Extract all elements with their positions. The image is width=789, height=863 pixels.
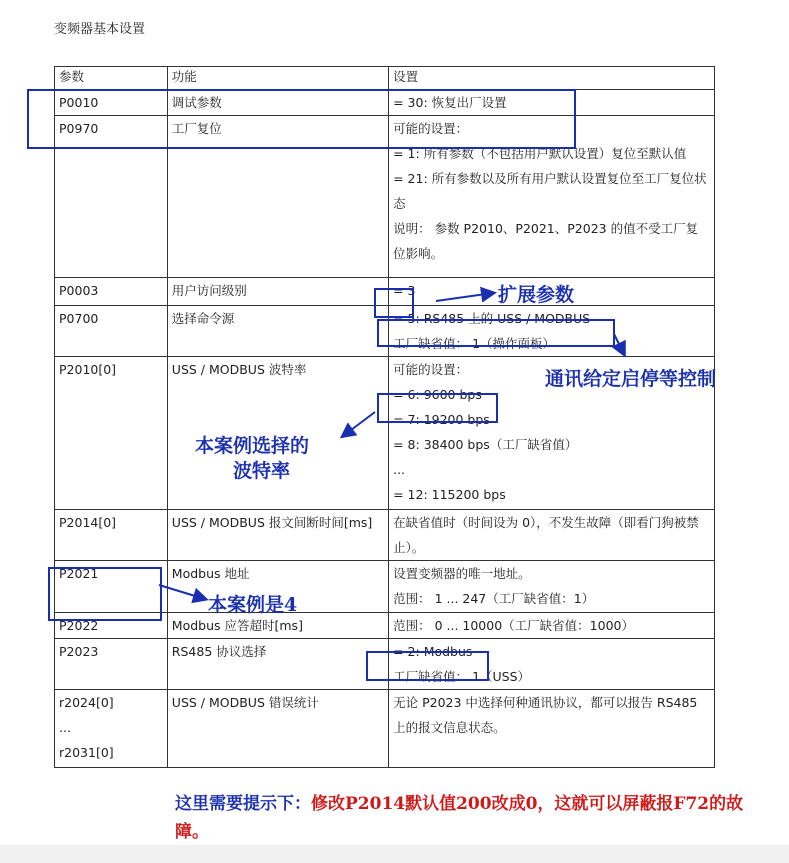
highlight-box-p0700 [377,319,615,347]
highlight-box-p0003 [374,288,414,318]
cell-line: 说明： 参数 P2010、P2021、P2023 的值不受工厂复位影响。 [393,221,699,261]
footer-note-blue: 这里需要提示下： [175,794,311,814]
cell-line: r2024[0] [59,695,114,710]
cell-line: P2023 [59,644,99,659]
footer-note [175,790,775,846]
annotation-address: 本案例是4 [208,594,298,616]
table-cell-setting [389,510,715,561]
cell-line: ... [393,462,406,477]
cell-line: P2022 [59,618,99,633]
cell-line: = 2: Modbus [393,644,473,659]
cell-line: RS485 协议选择 [171,644,267,659]
cell-line: r2031[0] [59,745,114,760]
cell-line: = 1: 所有参数（不包括用户默认设置）复位至默认值 [393,146,687,161]
annotation-baud-line1: 本案例选择的 [195,435,310,457]
cell-line: 无论 P2023 中选择何种通讯协议，都可以报告 RS485 上的报文信息状态。 [393,695,698,735]
cell-line: USS / MODBUS 错误统计 [171,695,319,710]
annotation-extended-params: 扩展参数 [498,284,575,306]
cell-line: 设置变频器的唯一地址。 [393,566,531,581]
table-cell-function [167,690,388,768]
cell-line: Modbus 应答超时[ms] [171,618,303,633]
header-param: 参数 [55,67,168,90]
cell-line: 调试参数 [171,95,222,110]
cell-line: 用户访问级别 [171,283,247,298]
cell-line: Modbus 地址 [171,566,250,581]
table-cell-function [167,510,388,561]
table-cell-param [55,510,168,561]
cell-line: 范围： 1 ... 247（工厂缺省值：1） [393,591,595,606]
table-cell-setting [389,613,715,639]
annotation-comm-control: 通讯给定启停等控制 [545,368,717,390]
table-cell-param [55,306,168,357]
cell-line: = 8: 38400 bps（工厂缺省值） [393,437,578,452]
cell-line: = 3 [393,283,416,298]
cell-line: 选择命令源 [171,311,235,326]
table-row [55,690,715,768]
page-title: 变频器基本设置 [54,22,146,37]
cell-line: 范围： 0 ... 10000（工厂缺省值：1000） [393,618,634,633]
table-cell-param [55,278,168,306]
table-cell-function [167,306,388,357]
footer-note-red: 修改P2014默认值200改成0，这就可以屏蔽报F72的故障。 [175,794,744,842]
cell-line: P2021 [59,566,99,581]
cell-line: P0003 [59,283,99,298]
cell-line: 工厂复位 [171,121,222,136]
header-function: 功能 [167,67,388,90]
table-cell-param [55,639,168,690]
table-row [55,510,715,561]
header-setting: 设置 [389,67,715,90]
cell-line: 可能的设置： [393,121,469,136]
cell-line: P2014[0] [59,515,117,530]
table-header-row [55,67,715,90]
cell-line: = 5: RS485 上的 USS / MODBUS [393,311,591,326]
cell-line: ... [59,720,71,735]
table-cell-function [167,639,388,690]
cell-line: P0700 [59,311,99,326]
cell-line: 可能的设置： [393,362,469,377]
cell-line: USS / MODBUS 波特率 [171,362,307,377]
highlight-box-p2021 [48,567,162,621]
cell-line: 在缺省值时（时间设为 0），不发生故障（即看门狗被禁止）。 [393,515,699,555]
cell-line: = 7: 19200 bps [393,412,490,427]
cell-line: = 6: 9600 bps [393,387,482,402]
highlight-box-reset-params [27,89,576,149]
cell-line: = 30: 恢复出厂设置 [393,95,507,110]
cell-line: = 21: 所有参数以及所有用户默认设置复位至工厂复位状态 [393,171,707,211]
table-cell-setting [389,690,715,768]
table-cell-setting [389,561,715,613]
highlight-box-baud [377,393,498,423]
cell-line: P0010 [59,95,99,110]
table-cell-param [55,357,168,510]
bottom-bar [0,845,789,863]
highlight-box-p2023 [366,651,489,681]
annotation-baud-line2: 波特率 [233,460,291,482]
table-cell-param [55,690,168,768]
cell-line: USS / MODBUS 报文间断时间[ms] [171,515,373,530]
cell-line: P2010[0] [59,362,117,377]
cell-line: 工厂缺省值： 1（USS） [393,669,531,684]
cell-line: = 12: 115200 bps [393,487,506,502]
cell-line: 工厂缺省值： 1（操作面板） [393,336,556,351]
table-cell-function [167,278,388,306]
cell-line: P0970 [59,121,99,136]
